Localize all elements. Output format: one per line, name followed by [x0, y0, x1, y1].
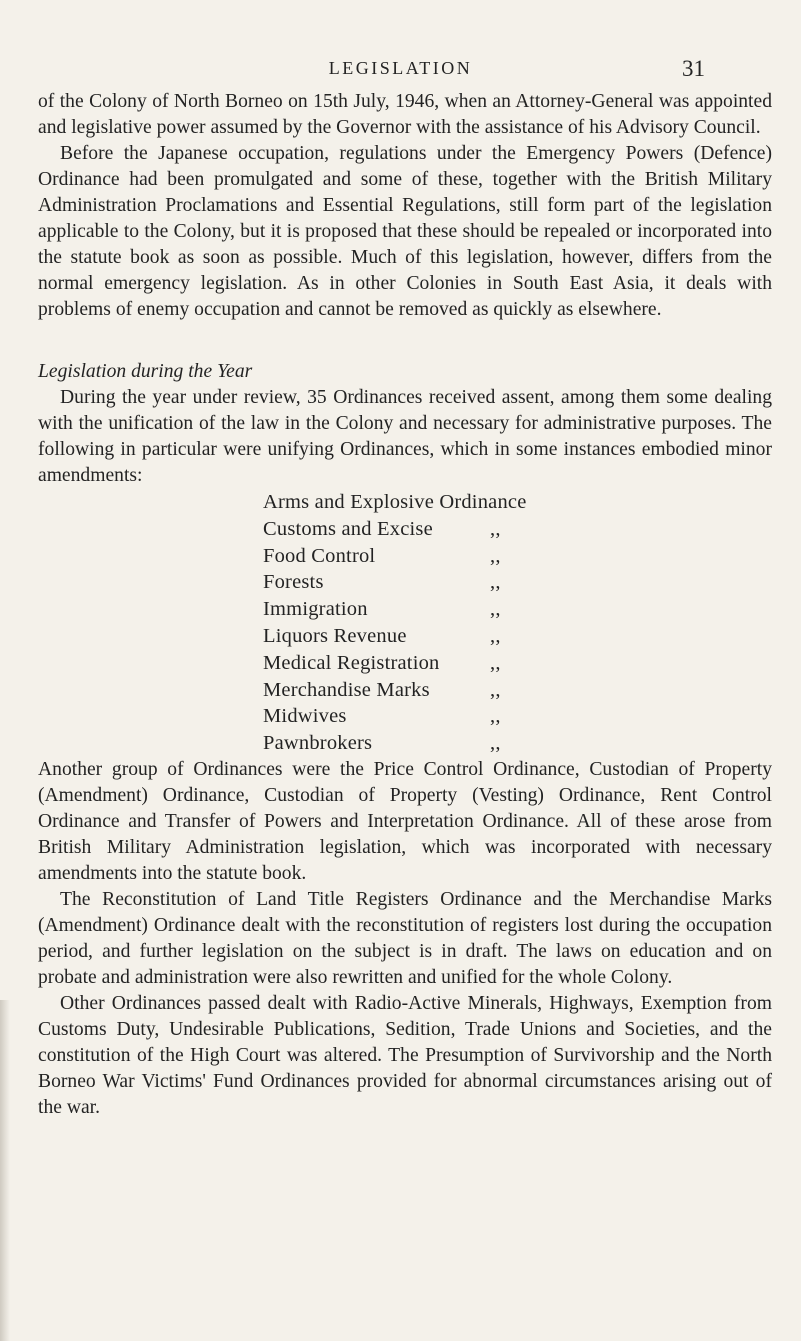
ditto-mark: ,,: [490, 624, 501, 647]
ordinance-suffix: Ordinance: [439, 491, 527, 513]
paragraph-continued: of the Colony of North Borneo on 15th July, 1946, when an Attorney-General was appointed and legislative power assumed by the Governor with the assistance of his Advisory Council.: [38, 91, 772, 138]
ordinance-list-item: Customs and Excise ,,: [263, 516, 563, 543]
paragraph-emergency-regulations: Before the Japanese occupation, regulations under the Emergency Powers (Defence) Ordinance had been promulgated and some of these, together with the British Military Administration Proclamations and Essential Regulations, still form part of the legislation applicable to the Colony, but it is proposed that these should be repealed or incorporated into the statute book as soon as possible. Much of this legislation, however, differs from the normal emergency legislation. As in other Colonies in South East Asia, it deals with problems of enemy occupation and cannot be removed as quickly as elsewhere.: [38, 143, 772, 320]
ordinance-list-item: Merchandise Marks ,,: [263, 677, 563, 704]
ordinance-list-item: Arms and Explosive Ordinance: [263, 491, 527, 513]
ordinance-list-item: Forests ,,: [263, 569, 563, 596]
page-header: [0, 58, 801, 88]
ditto-mark: ,,: [490, 705, 501, 728]
ordinance-list-item: Liquors Revenue ,,: [263, 623, 563, 650]
paragraph-land-title: The Reconstitution of Land Title Registers Ordinance and the Merchandise Marks (Amendment) Ordinance dealt with the reconstitution of registers lost during the occupation period, and further legislation on the subject is in draft. The laws on education and on probate and administration were also rewritten and unified for the whole Colony.: [38, 888, 772, 988]
paragraph-ordinances-assent: During the year under review, 35 Ordinances received assent, among them some dealing with the unification of the law in the Colony and necessary for administrative purposes. The following in particular were unifying Ordinances, which in some instances embodied minor amendments:: [38, 387, 772, 486]
ditto-mark: ,,: [490, 571, 501, 594]
paragraph-other-ordinances: Other Ordinances passed dealt with Radio-Active Minerals, Highways, Exemption from Customs Duty, Undesirable Publications, Sedition, Trade Unions and Societies, and the constitution of the High Court was altered. The Presumption of Survivorship and the North Borneo War Victims' Fund Ordinances provided for abnormal circumstances arising out of the war.: [38, 992, 772, 1118]
ditto-mark: ,,: [490, 517, 501, 540]
ordinance-list-item: Food Control ,,: [263, 543, 563, 570]
ditto-mark: ,,: [490, 544, 501, 567]
ordinance-list: [263, 489, 563, 757]
body-text: [38, 89, 772, 1121]
ordinance-list-item: Medical Registration ,,: [263, 650, 563, 677]
running-head: LEGISLATION: [328, 58, 473, 78]
ordinance-list-item: Midwives ,,: [263, 703, 563, 730]
section-heading: Legislation during the Year: [38, 361, 253, 382]
ditto-mark: ,,: [490, 598, 501, 621]
ordinance-list-item: Pawnbrokers ,,: [263, 730, 563, 757]
ditto-mark: ,,: [490, 651, 501, 674]
ditto-mark: ,,: [490, 732, 501, 755]
binding-shadow: [0, 1000, 10, 1341]
ordinance-list-item: Immigration ,,: [263, 596, 563, 623]
ditto-mark: ,,: [490, 678, 501, 701]
page-number: 31: [682, 56, 705, 81]
paragraph-bma-ordinances: Another group of Ordinances were the Price Control Ordinance, Custodian of Property (Amendment) Ordinance, Custodian of Property (Vesting) Ordinance, Rent Control Ordinance and Transfer of Powers and Interpretation Ordinance. All of these arose from British Military Administration legislation, which was incorporated with necessary amendments into the statute book.: [38, 758, 772, 884]
